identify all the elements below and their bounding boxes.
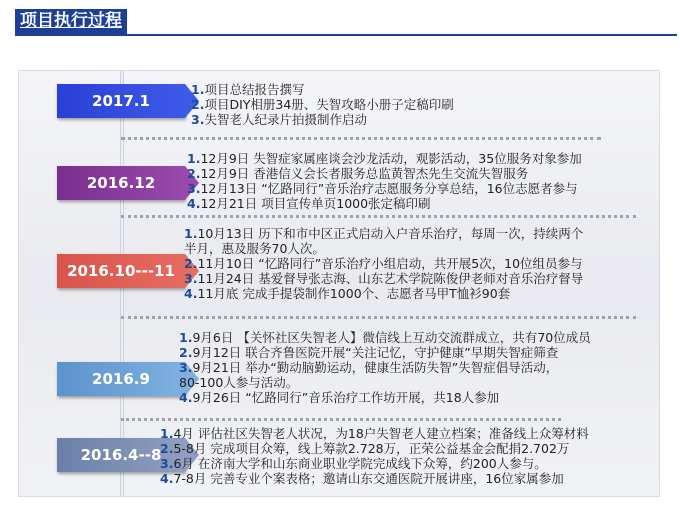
section-divider: [121, 418, 561, 421]
list-item: 1.12月9日 失智症家属座谈会沙龙活动，观影活动，35位服务对象参加: [187, 151, 582, 166]
section-2017-1: [191, 82, 454, 127]
date-tag-2016-12: 2016.12: [57, 166, 185, 200]
list-item: 半月，惠及服务70人次。: [184, 241, 325, 256]
list-item: 3.11月24日 基爱督导张志海、山东艺术学院陈俊伊老师对音乐治疗督导: [184, 271, 584, 286]
section-divider: [121, 215, 636, 218]
list-item: 4.9月26日 “忆路同行”音乐治疗工作坊开展，共18人参加: [179, 390, 500, 405]
header-rule: [15, 34, 677, 36]
timeline-image: [18, 70, 660, 497]
section-2016-10-11: [184, 226, 583, 301]
header-bar: [0, 0, 680, 40]
list-item: 2.项目DIY相册34册、失智攻略小册子定稿印刷: [191, 97, 454, 112]
list-item: 80-100人参与活动。: [179, 375, 299, 390]
list-item: 2.11月10日 “忆路同行”音乐治疗小组启动，共开展5次，10位组员参与: [184, 256, 583, 271]
list-item: 4.11月底 完成手提袋制作1000个、志愿者马甲T恤衫90套: [184, 286, 511, 301]
section-2016-4-8: [160, 426, 589, 486]
date-tag-2016-10-11: 2016.10---11: [57, 254, 185, 288]
section-divider: [121, 137, 601, 140]
list-item: 1.项目总结报告撰写: [191, 82, 305, 97]
date-tag-2016-9: 2016.9: [57, 362, 185, 396]
list-item: 1.9月6日 【关怀社区失智老人】微信线上互动交流群成立，共有70位成员: [179, 330, 591, 345]
list-item: 4.12月21日 项目宣传单页1000张定稿印刷: [187, 196, 431, 211]
list-item: 2.12月9日 香港信义会长者服务总监黄智杰先生交流失智服务: [187, 166, 529, 181]
list-item: 1.10月13日 历下和市中区正式启动入户音乐治疗，每周一次，持续两个: [184, 226, 584, 241]
date-tag-2017-1: 2017.1: [57, 84, 185, 118]
list-item: 3.6月 在济南大学和山东商业职业学院完成线下众筹，约200人参与。: [160, 456, 547, 471]
section-2016-9: [179, 330, 591, 405]
list-item: 3.12月13日 “忆路同行”音乐治疗志愿服务分享总结，16位志愿者参与: [187, 181, 578, 196]
list-item: 1.4月 评估社区失智老人状况，为18户失智老人建立档案；准备线上众筹材料: [160, 426, 589, 441]
list-item: 4.7-8月 完善专业个案表格；邀请山东交通医院开展讲座，16位家属参加: [160, 471, 564, 486]
list-item: 2.5-8月 完成项目众筹，线上筹款2.728万，正荣公益基金会配捐2.702万: [160, 441, 570, 456]
date-tag-2016-4-8: 2016.4--8: [57, 438, 185, 472]
list-item: 3.失智老人纪录片拍摄制作启动: [191, 112, 367, 127]
page-title: 项目执行过程: [15, 9, 127, 34]
section-divider: [121, 316, 636, 319]
section-2016-12: [187, 151, 582, 211]
list-item: 3.9月21日 举办“勤动脑勤运动，健康生活防失智”失智症倡导活动，: [179, 360, 559, 375]
list-item: 2.9月12日 联合齐鲁医院开展“关注记忆，守护健康”早期失智症筛查: [179, 345, 559, 360]
